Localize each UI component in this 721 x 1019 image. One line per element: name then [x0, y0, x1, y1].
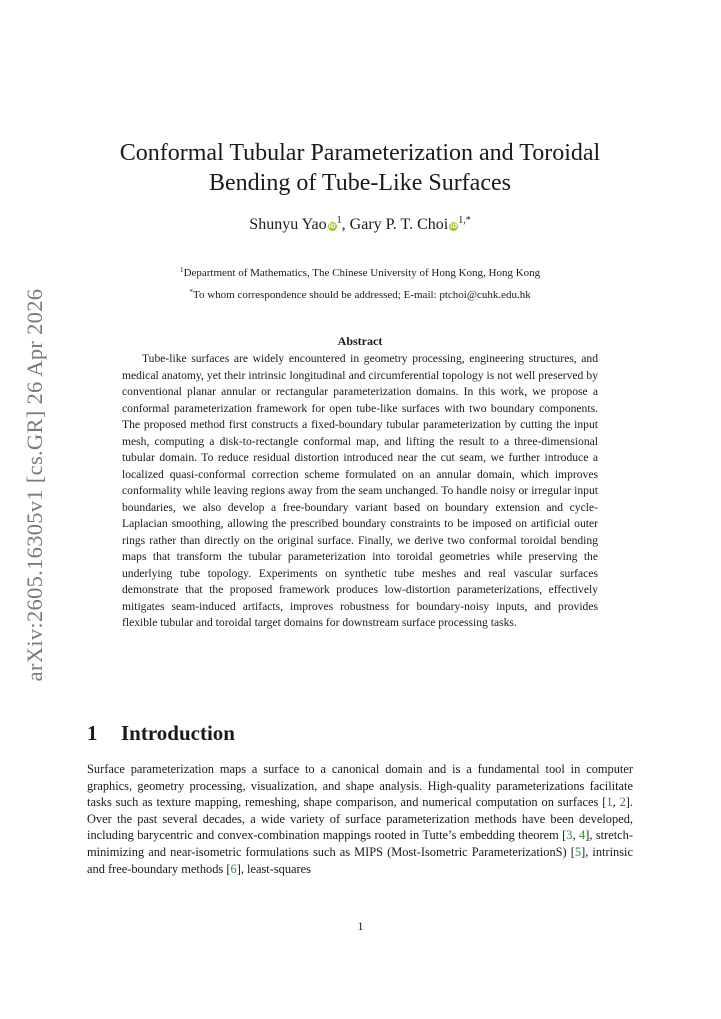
section-number: 1: [87, 721, 98, 745]
abstract-body: Tube-like surfaces are widely encountered in geometry processing, engineering structures, and medical anatomy, yet their intrinsic longitudinal and circumferential topology is not well preserved by conventional planar annular or rectangular parameterization domains. In this work, we propose a conformal parameterization framework for open tube-like surfaces with two boundary components. The proposed method first constructs a fixed-boundary tubular parameterization by cutting the input mesh, computing a disk-to-rectangle conformal map, and lifting the result to a three-dimensional tubular domain. To reduce residual distortion introduced near the cut seam, we further introduce a localized quasi-conformal correction scheme formulated on an annular domain, which improves conformality while leaving regions away from the seam unchanged. To handle noisy or irregular input boundaries, we also develop a free-boundary variant based on boundary extension and cycle-Laplacian smoothing, allowing the prescribed boundary constraints to be imposed on artificial outer rings rather than directly on the original surface. Finally, we derive two conformal toroidal bending maps that transform the tubular parameterization into toroidal geometries while preserving the underlying tube topology. Experiments on synthetic tube meshes and real vascular surfaces demonstrate that the proposed framework produces low-distortion parameterizations, effectively mitigates seam-induced artifacts, improves robustness for boundary-noisy inputs, and provides flexible tubular and toroidal target domains for downstream surface processing tasks.: [122, 352, 598, 629]
author-1-name: Shunyu Yao: [249, 216, 327, 233]
affiliation-text: Department of Mathematics, The Chinese University of Hong Kong, Hong Kong: [183, 267, 541, 279]
intro-text: ], stretch-minimizing and near-isometric formulations such as MIPS (Most-Isometric ParameterizationS) [: [87, 828, 633, 859]
author-list: [60, 215, 660, 234]
correspondence-note: [60, 287, 660, 301]
author-1-affiliation-mark: 1: [336, 215, 342, 226]
affiliation: [60, 265, 660, 279]
orcid-icon[interactable]: iD: [328, 223, 336, 230]
page-number: 1: [357, 919, 364, 933]
citation-separator: ,: [612, 795, 620, 810]
citation-link[interactable]: 5: [574, 844, 582, 859]
correspondence-text: To whom correspondence should be addressed; E-mail: ptchoi@cuhk.edu.hk: [193, 289, 531, 301]
title-line-1: Conformal Tubular Parameterization and Toroidal: [119, 140, 601, 166]
arxiv-identifier-text: arXiv:2605.16305v1 [cs.GR] 26 Apr 2026: [22, 288, 47, 682]
author-2-name: Gary P. T. Choi: [349, 216, 449, 233]
abstract-heading: Abstract: [337, 334, 383, 348]
intro-text: ]. Over the past several decades, a wide variety of surface parameterization methods have been developed, including barycentric and convex-combination mappings rooted in Tutte’s embedding theorem [: [87, 795, 633, 843]
intro-text: ], least-squares: [236, 861, 312, 876]
orcid-icon[interactable]: iD: [450, 223, 458, 230]
intro-text: ], intrinsic and free-boundary methods [: [87, 844, 634, 876]
citation-link[interactable]: 4: [579, 828, 586, 843]
arxiv-identifier: [21, 288, 49, 682]
citation-separator: ,: [572, 828, 579, 843]
title-line-2: Bending of Tube-Like Surfaces: [209, 170, 511, 196]
citation-link[interactable]: 3: [566, 828, 573, 843]
paper-title: [60, 138, 660, 198]
section-title: Introduction: [121, 721, 235, 745]
citation-link[interactable]: 6: [230, 861, 237, 876]
author-separator: ,: [341, 216, 350, 233]
correspondence-mark: *: [189, 287, 193, 296]
intro-text: Surface parameterization maps a surface to a canonical domain and is a fundamental tool in computer graphics, geometry processing, visualization, and shape analysis. High-quality parameterizations facilitate tasks such as texture mapping, remeshing, shape comparison, and numerical computation on surfaces [: [87, 762, 633, 810]
affiliation-mark: 1: [179, 265, 184, 274]
intro-paragraph: [87, 761, 633, 877]
citation-link[interactable]: 2: [619, 795, 626, 810]
citation-link[interactable]: 1: [606, 795, 613, 810]
author-2-affiliation-mark: 1,*: [458, 215, 471, 226]
section-heading: [87, 721, 235, 746]
